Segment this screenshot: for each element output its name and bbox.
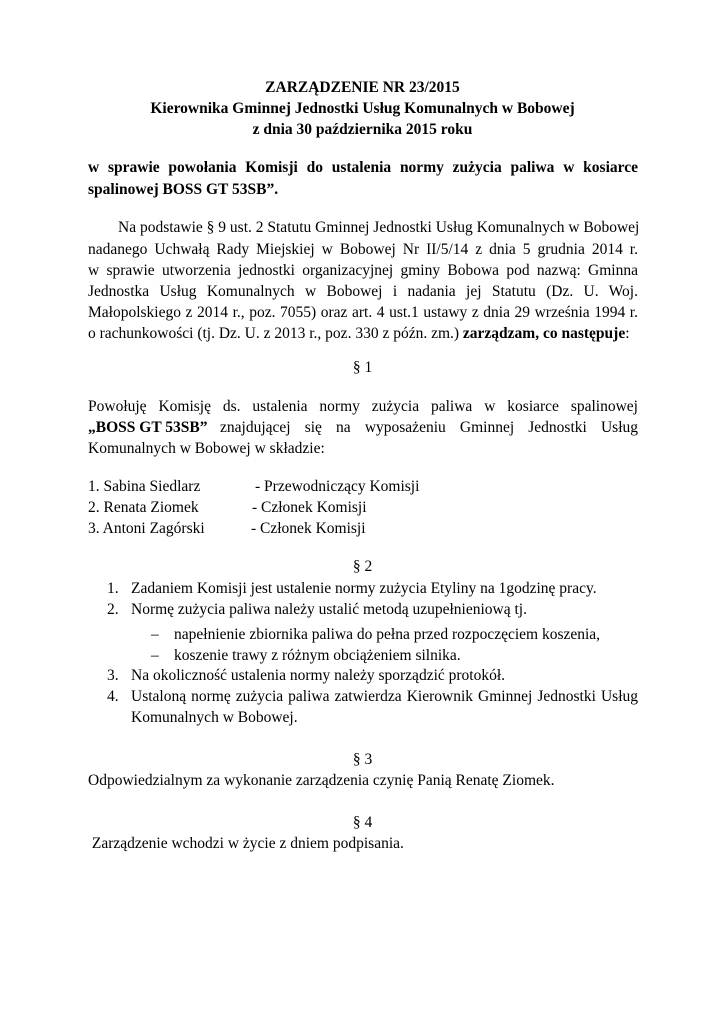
preamble-line-1: Na podstawie § 9 ust. 2 Statutu Gminnej Jednostki Usług Komunalnych w Bobowej <box>118 219 640 236</box>
preamble-line-5: Małopolskiego z 2014 r., poz. 7055) oraz art. 4 ust.1 ustawy z dnia 29 września 1994 r. <box>88 304 638 321</box>
member-name-3: 3. Antoni Zagórski <box>88 520 205 537</box>
preamble-line-2: nadanego Uchwałą Rady Miejskiej w Bobowej Nr II/5/14 z dnia 5 grudnia 2014 r. <box>88 241 638 258</box>
sub-item-1-dash: – <box>151 626 159 643</box>
document-date: z dnia 30 października 2015 roku <box>252 121 473 138</box>
list-item-1-number: 1. <box>107 580 119 597</box>
section-2-heading: § 2 <box>352 558 373 575</box>
list-item-3-text: Na okoliczność ustalenia normy należy sporządzić protokół. <box>131 667 506 684</box>
section-1-line-1: Powołuję Komisję ds. ustalenia normy zużycia paliwa w kosiarce spalinowej <box>88 398 638 415</box>
preamble-line-3: w sprawie utworzenia jednostki organizacyjnej gminy Bobowa pod nazwą: Gminna <box>88 262 638 279</box>
document-title: ZARZĄDZENIE NR 23/2015 <box>265 79 460 96</box>
list-item-3-number: 3. <box>107 667 119 684</box>
preamble-closing: zarządzam, co następuje <box>462 325 626 342</box>
section-3-heading: § 3 <box>352 751 373 768</box>
section-3-text: Odpowiedzialnym za wykonanie zarządzenia czynię Panią Renatę Ziomek. <box>88 772 555 789</box>
sub-item-1-text: napełnienie zbiornika paliwa do pełna przed rozpoczęciem koszenia, <box>174 626 601 643</box>
equipment-name: „BOSS GT 53SB” <box>88 419 208 436</box>
section-1-line-3: Komunalnych w Bobowej w składzie: <box>88 440 325 457</box>
preamble-line-6-text: o rachunkowości (tj. Dz. U. z 2013 r., poz. 330 z późn. zm.) <box>88 325 460 342</box>
sub-item-2-dash: – <box>151 647 159 664</box>
preamble-closing-colon: : <box>625 325 630 342</box>
list-item-2-text: Normę zużycia paliwa należy ustalić metodą uzupełnieniową tj. <box>131 601 527 618</box>
list-item-4-text: Ustaloną normę zużycia paliwa zatwierdza Kierownik Gminnej Jednostki Usług <box>131 688 638 705</box>
member-role-3: - Członek Komisji <box>251 520 366 537</box>
list-item-4-number: 4. <box>107 688 119 705</box>
section-1-line-2-rest: znajdującej się na wyposażeniu Gminnej Jednostki Usług <box>220 419 638 436</box>
sub-item-2-text: koszenie trawy z różnym obciążeniem silnika. <box>174 647 461 664</box>
section-1-line-2 <box>88 417 638 439</box>
member-role-2: - Członek Komisji <box>252 499 367 516</box>
section-4-heading: § 4 <box>352 814 373 831</box>
preamble-line-6 <box>88 323 638 345</box>
section-4-text: Zarządzenie wchodzi w życie z dniem podpisania. <box>88 835 404 852</box>
section-1-heading: § 1 <box>352 359 373 376</box>
member-name-2: 2. Renata Ziomek <box>88 499 199 516</box>
list-item-2-number: 2. <box>107 601 119 618</box>
list-item-4-text-cont: Komunalnych w Bobowej. <box>131 709 298 726</box>
list-item-1-text: Zadaniem Komisji jest ustalenie normy zużycia Etyliny na 1godzinę pracy. <box>131 580 597 597</box>
subject-line-2: spalinowej BOSS GT 53SB”. <box>88 181 279 198</box>
subject-line-1: w sprawie powołania Komisji do ustalenia normy zużycia paliwa w kosiarce <box>88 159 638 176</box>
preamble-line-4: Jednostka Usług Komunalnych w Bobowej i nadania jej Statutu (Dz. U. Woj. <box>88 283 638 300</box>
member-role-1: - Przewodniczący Komisji <box>255 478 420 495</box>
document-issuer: Kierownika Gminnej Jednostki Usług Komunalnych w Bobowej <box>150 100 575 117</box>
member-name-1: 1. Sabina Siedlarz <box>88 478 201 495</box>
